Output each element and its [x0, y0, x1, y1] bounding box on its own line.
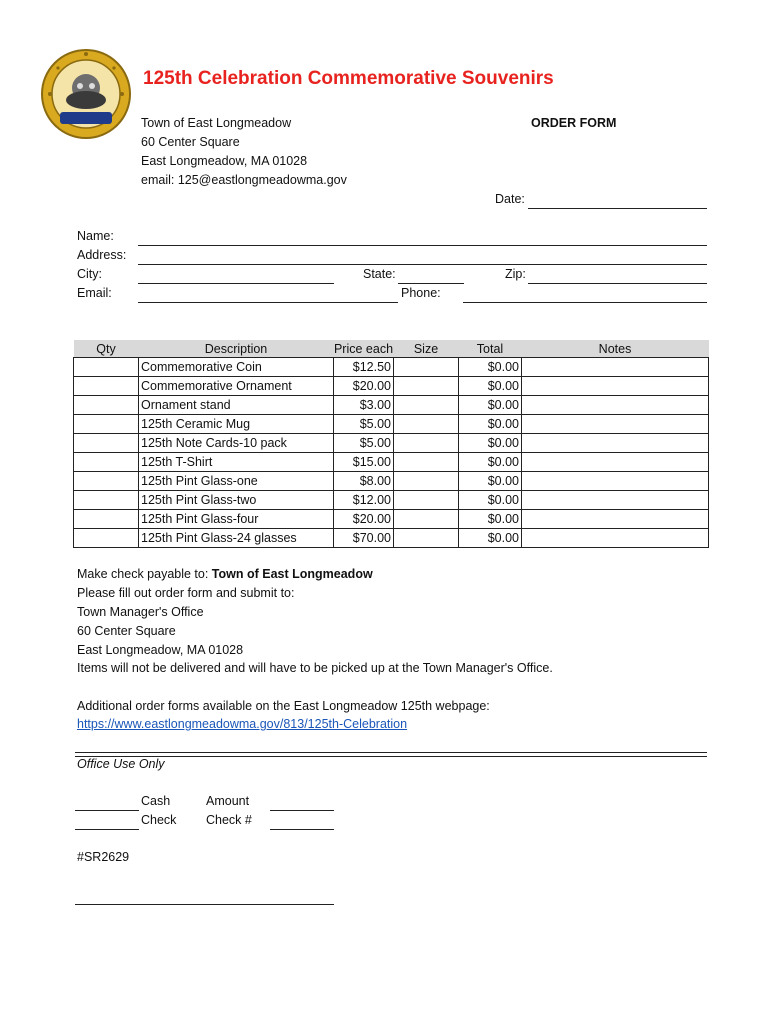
price-cell: $12.50 — [334, 358, 394, 377]
description-cell: 125th T-Shirt — [139, 453, 334, 472]
check-input-line[interactable] — [75, 829, 139, 830]
total-cell: $0.00 — [459, 396, 522, 415]
size-cell[interactable] — [394, 434, 459, 453]
table-row — [74, 434, 709, 453]
price-cell: $5.00 — [334, 415, 394, 434]
table-header-row — [74, 340, 709, 358]
name-label: Name: — [77, 229, 114, 243]
amount-input-line[interactable] — [270, 810, 334, 811]
qty-cell[interactable] — [74, 358, 139, 377]
total-cell: $0.00 — [459, 415, 522, 434]
price-cell: $12.00 — [334, 491, 394, 510]
size-cell[interactable] — [394, 377, 459, 396]
table-row — [74, 510, 709, 529]
qty-cell[interactable] — [74, 491, 139, 510]
notes-cell[interactable] — [522, 491, 709, 510]
col-total: Total — [459, 340, 522, 358]
pickup-note: Items will not be delivered and will have to be picked up at the Town Manager's Office. — [77, 661, 553, 675]
date-label: Date: — [495, 192, 525, 206]
col-price: Price each — [333, 341, 394, 356]
price-cell: $8.00 — [334, 472, 394, 491]
price-cell: $20.00 — [334, 377, 394, 396]
reference-number: #SR2629 — [77, 850, 130, 864]
description-cell: 125th Note Cards-10 pack — [139, 434, 334, 453]
table-row — [74, 415, 709, 434]
total-cell: $0.00 — [459, 358, 522, 377]
amount-label: Amount — [206, 794, 250, 808]
address-input-line[interactable] — [138, 264, 707, 265]
office-city: East Longmeadow, MA 01028 — [77, 643, 244, 657]
name-input-line[interactable] — [138, 245, 707, 246]
description-cell: 125th Ceramic Mug — [139, 415, 334, 434]
size-cell[interactable] — [394, 510, 459, 529]
cash-input-line[interactable] — [75, 810, 139, 811]
email-label: Email: — [77, 286, 112, 300]
office-street: 60 Center Square — [77, 624, 176, 638]
payable-to: Town of East Longmeadow — [211, 567, 373, 581]
size-cell[interactable] — [394, 358, 459, 377]
col-qty: Qty — [74, 340, 139, 358]
org-street: 60 Center Square — [141, 135, 240, 149]
check-number-input-line[interactable] — [270, 829, 334, 830]
description-cell: 125th Pint Glass-two — [139, 491, 334, 510]
description-cell: 125th Pint Glass-24 glasses — [139, 529, 334, 548]
notes-cell[interactable] — [522, 434, 709, 453]
notes-cell[interactable] — [522, 529, 709, 548]
qty-cell[interactable] — [74, 415, 139, 434]
price-cell: $70.00 — [334, 529, 394, 548]
email-input-line[interactable] — [138, 302, 398, 303]
description-cell: Commemorative Ornament — [139, 377, 334, 396]
additional-forms-note: Additional order forms available on the East Longmeadow 125th webpage: — [77, 699, 490, 713]
notes-cell[interactable] — [522, 472, 709, 491]
check-label: Check — [141, 813, 177, 827]
table-row — [74, 529, 709, 548]
city-input-line[interactable] — [138, 283, 334, 284]
price-cell: $3.00 — [334, 396, 394, 415]
address-label: Address: — [77, 248, 127, 262]
state-input-line[interactable] — [398, 283, 464, 284]
org-name: Town of East Longmeadow — [141, 116, 292, 130]
notes-cell[interactable] — [522, 377, 709, 396]
total-cell: $0.00 — [459, 510, 522, 529]
total-cell: $0.00 — [459, 453, 522, 472]
qty-cell[interactable] — [74, 377, 139, 396]
description-cell: Ornament stand — [139, 396, 334, 415]
office-use-heading: Office Use Only — [77, 757, 165, 771]
qty-cell[interactable] — [74, 529, 139, 548]
size-cell[interactable] — [394, 472, 459, 491]
payable-line — [77, 567, 373, 581]
table-row — [74, 453, 709, 472]
price-cell: $20.00 — [334, 510, 394, 529]
payable-prefix: Make check payable to: — [77, 567, 212, 581]
state-label: State: — [363, 267, 396, 281]
description-cell: 125th Pint Glass-one — [139, 472, 334, 491]
price-cell: $5.00 — [334, 434, 394, 453]
size-cell[interactable] — [394, 491, 459, 510]
total-cell: $0.00 — [459, 434, 522, 453]
notes-cell[interactable] — [522, 396, 709, 415]
size-cell[interactable] — [394, 415, 459, 434]
table-row — [74, 358, 709, 377]
celebration-webpage-link[interactable]: https://www.eastlongmeadowma.gov/813/125th-Celebration — [77, 717, 408, 731]
notes-cell[interactable] — [522, 358, 709, 377]
total-cell: $0.00 — [459, 377, 522, 396]
notes-cell[interactable] — [522, 453, 709, 472]
org-email: email: 125@eastlongmeadowma.gov — [141, 173, 347, 187]
check-number-label: Check # — [206, 813, 252, 827]
town-seal-logo — [40, 48, 132, 140]
size-cell[interactable] — [394, 529, 459, 548]
total-cell: $0.00 — [459, 529, 522, 548]
order-table — [73, 340, 709, 548]
notes-cell[interactable] — [522, 510, 709, 529]
qty-cell[interactable] — [74, 396, 139, 415]
total-cell: $0.00 — [459, 491, 522, 510]
total-cell: $0.00 — [459, 472, 522, 491]
table-row — [74, 396, 709, 415]
description-cell: 125th Pint Glass-four — [139, 510, 334, 529]
cash-label: Cash — [141, 794, 171, 808]
notes-cell[interactable] — [522, 415, 709, 434]
qty-cell[interactable] — [74, 472, 139, 491]
submit-instruction: Please fill out order form and submit to: — [77, 586, 295, 600]
section-divider — [75, 752, 707, 757]
col-size: Size — [394, 340, 459, 358]
city-label: City: — [77, 267, 102, 281]
order-form-label: ORDER FORM — [531, 116, 617, 130]
qty-cell[interactable] — [74, 434, 139, 453]
date-input-line[interactable] — [528, 208, 707, 209]
qty-cell[interactable] — [74, 453, 139, 472]
price-cell: $15.00 — [334, 453, 394, 472]
office-name: Town Manager's Office — [77, 605, 204, 619]
zip-label: Zip: — [505, 267, 526, 281]
size-cell[interactable] — [394, 453, 459, 472]
description-cell: Commemorative Coin — [139, 358, 334, 377]
col-description: Description — [139, 340, 334, 358]
qty-cell[interactable] — [74, 510, 139, 529]
table-row — [74, 377, 709, 396]
table-row — [74, 472, 709, 491]
phone-label: Phone: — [401, 286, 441, 300]
signature-line[interactable] — [75, 904, 334, 905]
size-cell[interactable] — [394, 396, 459, 415]
col-notes: Notes — [522, 340, 709, 358]
org-city: East Longmeadow, MA 01028 — [141, 154, 308, 168]
phone-input-line[interactable] — [463, 302, 707, 303]
table-row — [74, 491, 709, 510]
zip-input-line[interactable] — [528, 283, 707, 284]
page-title: 125th Celebration Commemorative Souvenirs — [143, 68, 554, 89]
